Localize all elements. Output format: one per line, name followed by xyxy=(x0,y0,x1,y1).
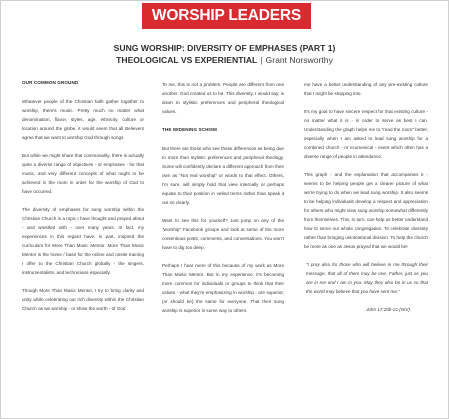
article-author: Grant Norsworthy xyxy=(265,55,333,65)
scripture-citation: John 17:20b-21 (NIV) xyxy=(366,307,410,312)
paragraph: To me, this is not a problem. People are different from one another. God created us to be. This diversity, I would say, is down to stylistic preferences and peripheral theological values. xyxy=(162,82,284,114)
section-heading-widening-schism: THE WIDENING SCHISM xyxy=(162,127,217,132)
paragraph: But while we might share that commonality, there is actually quite a diverse range of objectives - or emphases - for that music, and very different concepts of what ought to be achieved in the room in order for the worship of God to have occurred. xyxy=(22,153,144,194)
paragraph: The diversity of emphases for sung worship within the Christian Church is a topic I have thought and prayed about - and wrestled with - over many years. In fact, my experiences in this regard have, in part, inspired the curriculum for More Than Music Mentor. More Than Music Mentor is the home / base for the online and onsite training I offer to the Christian Church globally - the singers, instrumentalists, and technicians especially. xyxy=(22,207,144,275)
paragraph: me have a better understanding of any pre-existing culture that I might be stepping into. xyxy=(304,82,428,96)
article-title: SUNG WORSHIP: DIVERSITY OF EMPHASES (PART 1) xyxy=(113,43,336,53)
paragraph: This graph - and the explanation that accompanies it - seems to be helping people get a clearer picture of what we're trying to do when we lead sung worship. It also seems to be helping individuals develop a respect and appreciation for others who might view sung worship somewhat differently from themselves. This, in turn, can help us better understand how to serve our whole congregation. To celebrate diversity rather than bringing unintentional division. To help the church be more as one as Jesus prayed that we would be! xyxy=(304,172,428,249)
paragraph: Want to see this for yourself? Just jump on any of the "worship" Facebook groups and look at some of the more contentious posts, comments, and conversations. You won't have to dig too deep. xyxy=(162,218,284,250)
paragraph: It's my goal to have sincere respect for that existing culture - no matter what it is - in order to serve as best I can. Understanding the graph helps me to "read the room" better, especially when I am asked to lead sung worship for a combined church - or ecumenical - event which often has a diverse range of people in attendance. xyxy=(304,109,428,159)
title-separator: | xyxy=(260,55,263,65)
paragraph: Though More Than Music Mentor, I try to bring clarity and unity while celebrating our rich diversity within the Christian Church as we worship - or show the worth - of God xyxy=(22,288,144,311)
article-column-2 xyxy=(162,80,284,324)
paragraph: Perhaps I hear more of this because of my work as More Than Music Mentor. But in my experience, it's becoming more common for individuals or groups to think that their values - what they're emphasizing in worship - are superior, (or should be) the same for everyone. That their sung worship is superior in some way to others. xyxy=(162,263,284,313)
article-column-1 xyxy=(22,78,144,322)
section-heading-common-ground: OUR COMMON GROUND xyxy=(22,80,79,85)
paragraph: Whatever people of the Christian faith gather together to worship, there's music. Pretty much no matter what denomination, flavor, styles, age, ethnicity, culture or location around the globe, it would seem that all Believers agree that we want to worship God through songs. xyxy=(22,99,144,140)
section-banner: WORSHIP LEADERS xyxy=(142,3,311,29)
article-title-block xyxy=(1,42,448,66)
article-subtitle: THEOLOGICAL VS EXPERIENTIAL xyxy=(116,55,258,65)
scripture-quote: "I pray also for those who will believe in me through their message, that all of them may be one, Father, just as you are in me and I am in you. May they also be in us so that the world may believe that you have sent me." xyxy=(306,262,428,294)
paragraph: But there are those who see these differences as being due to more than stylistic preferences and peripheral theology. Some will confidently declare a different approach from their own as "Not real worship" or words to that effect. Others, I'm sure, will simply hold that view internally or perhaps equate to their position in veiled terms rather than speak it out so clearly. xyxy=(162,146,284,205)
article-subtitle-line xyxy=(1,54,448,66)
article-column-3 xyxy=(304,80,428,314)
